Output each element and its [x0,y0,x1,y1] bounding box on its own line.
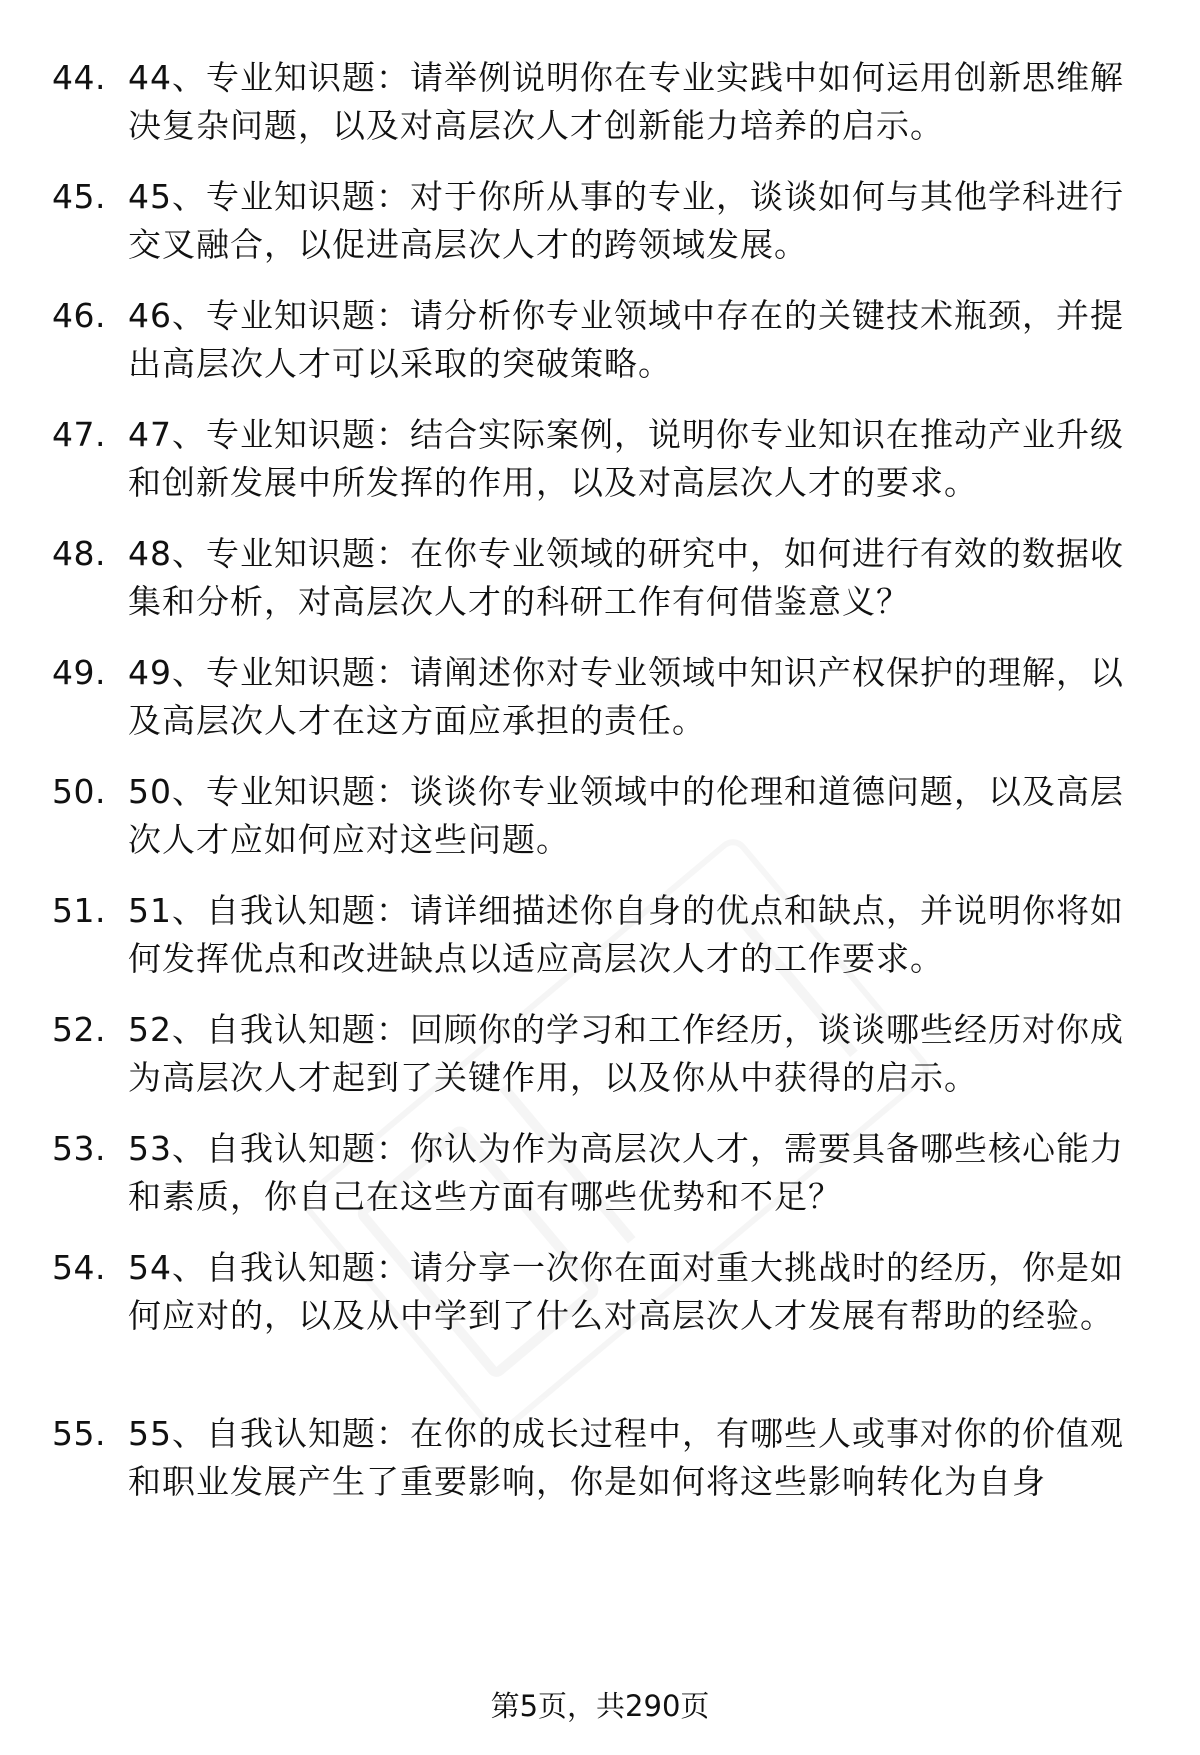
question-text: 53、自我认知题：你认为作为高层次人才，需要具备哪些核心能力和素质，你自己在这些方面有哪些优势和不足？ [128,1129,1124,1216]
question-number: 52. [52,1010,106,1049]
question-text: 46、专业知识题：请分析你专业领域中存在的关键技术瓶颈，并提出高层次人才可以采取的突破策略。 [128,296,1124,383]
question-number: 49. [52,653,106,692]
question-text: 50、专业知识题：谈谈你专业领域中的伦理和道德问题，以及高层次人才应如何应对这些问题。 [128,772,1124,859]
question-number: 46. [52,296,106,335]
question-number: 45. [52,177,106,216]
question-number: 47. [52,415,106,454]
question-text: 48、专业知识题：在你专业领域的研究中，如何进行有效的数据收集和分析，对高层次人才的科研工作有何借鉴意义？ [128,534,1124,621]
question-number: 54. [52,1248,106,1287]
question-number: 51. [52,891,106,930]
question-number: 50. [52,772,106,811]
question-text: 49、专业知识题：请阐述你对专业领域中知识产权保护的理解，以及高层次人才在这方面应承担的责任。 [128,653,1124,740]
question-number: 55. [52,1414,106,1453]
question-text: 47、专业知识题：结合实际案例，说明你专业知识在推动产业升级和创新发展中所发挥的作用，以及对高层次人才的要求。 [128,415,1124,502]
question-number: 48. [52,534,106,573]
question-text: 52、自我认知题：回顾你的学习和工作经历，谈谈哪些经历对你成为高层次人才起到了关键作用，以及你从中获得的启示。 [128,1010,1124,1097]
question-text: 45、专业知识题：对于你所从事的专业，谈谈如何与其他学科进行交叉融合，以促进高层次人才的跨领域发展。 [128,177,1124,264]
question-text: 44、专业知识题：请举例说明你在专业实践中如何运用创新思维解决复杂问题，以及对高层次人才创新能力培养的启示。 [128,58,1124,145]
page-footer: 第5页，共290页 [490,1689,710,1723]
question-text: 55、自我认知题：在你的成长过程中，有哪些人或事对你的价值观和职业发展产生了重要影响，你是如何将这些影响转化为自身 [128,1414,1124,1501]
question-number: 53. [52,1129,106,1168]
question-text: 54、自我认知题：请分享一次你在面对重大挑战时的经历，你是如何应对的，以及从中学到了什么对高层次人才发展有帮助的经验。 [128,1248,1124,1335]
question-text: 51、自我认知题：请详细描述你自身的优点和缺点，并说明你将如何发挥优点和改进缺点以适应高层次人才的工作要求。 [128,891,1124,978]
question-number: 44. [52,58,106,97]
